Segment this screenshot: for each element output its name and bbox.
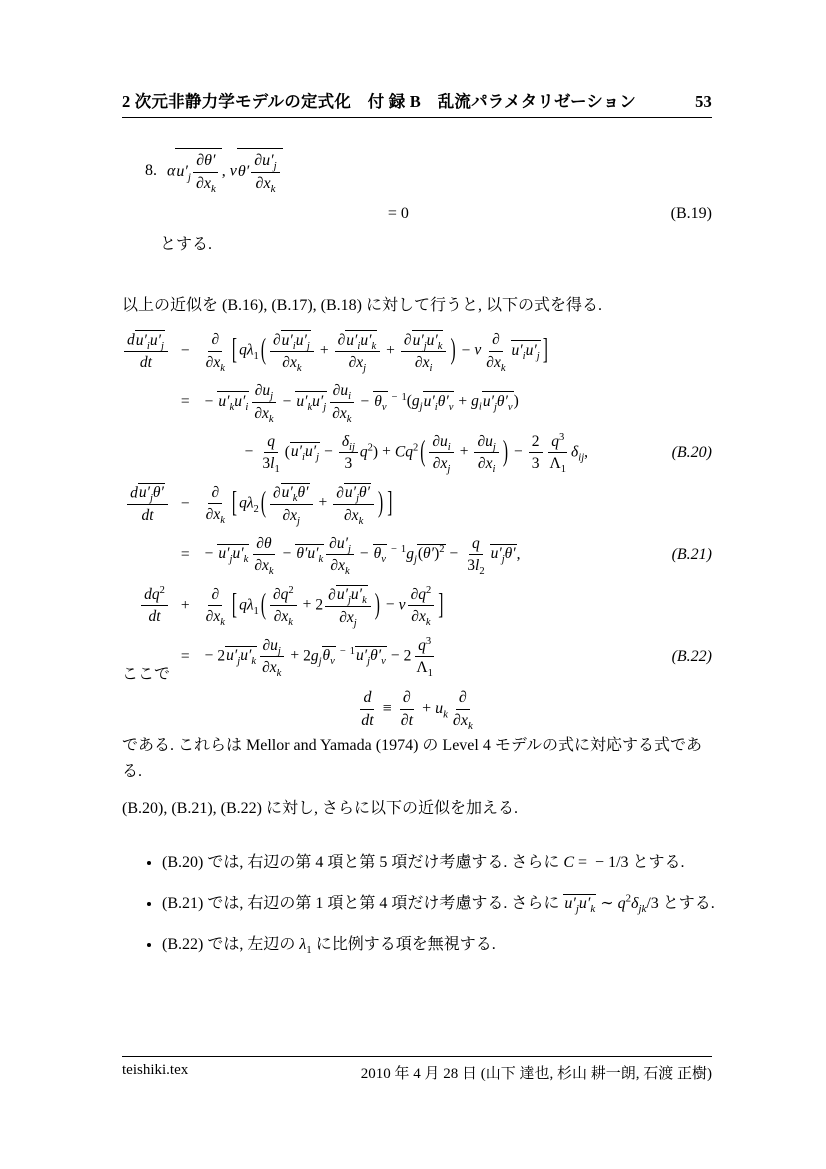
equation-b19-body: = 0 xyxy=(387,205,409,222)
eq-b20-rhs3: − $\frac{q}{3l_1}$ ($u'_iu'_j$ − $\frac{\delta_{ij}}{3}$ $q^2) + Cq^2$ ( $\frac{\partial u_i}{\partial x_j}$ + $\frac{\partial u_j}{\partial x_i}$ ) − $\frac{2}{3}$ $\frac{q^3}{\Lambda_1}$ $\delta_{ij}$, xyxy=(244,431,588,476)
equation-b19-tag: (B.19) xyxy=(670,205,712,222)
eq-b20-rhs1: $\frac{\partial}{\partial x_k}$ [ $q\lambda_1$ ( $\frac{\partial u'_iu'_j}{\partial x_k}$ + $\frac{\partial u'_iu'_k}{\partial x_j}$ + $\frac{\partial u'_ju'_k}{\partial x_i}$ ) − ν $\frac{\partial}{\partial x_k}$ $u'_iu'_j$ ] xyxy=(205,331,548,374)
eq-b21-rel2: = xyxy=(180,545,190,563)
tosuru-text: とする. xyxy=(160,236,213,253)
eq-b22-rhs2: − $2u'_ju'_k$ $\frac{\partial u_j}{\partial x_k}$ + $2g_j\theta_v^{- 1}u'_j\theta'_v - 2$ $\frac{q^3}{\Lambda_1}$ xyxy=(204,635,433,680)
running-head xyxy=(122,88,712,118)
equation-block xyxy=(122,330,712,678)
footer-date-authors: 2010 年 4 月 28 日 (山下 達也, 杉山 耕一朗, 石渡 正樹) xyxy=(360,1066,712,1082)
ddt-definition-math: $\frac{d}{dt}$ ≡ $\frac{\partial}{\partial t}$ + $u_k$ $\frac{\partial}{\partial x_k}$ xyxy=(361,689,473,733)
eq-b21-lhs: $\frac{du'_j\theta'}{dt}$ xyxy=(125,483,170,525)
list-item-8 xyxy=(145,148,283,194)
eq-b22-tag: (B.22) xyxy=(671,647,712,665)
eq-b20-tag: (B.20) xyxy=(671,443,712,461)
page-number: 53 xyxy=(695,92,712,111)
mellor-paragraph: である. これらは Mellor and Yamada (1974) の Level 4 モデルの式に対応する式である. xyxy=(122,737,703,780)
eq-b20-lhs: $\frac{du'_iu'_j}{dt}$ xyxy=(122,330,170,372)
eq-b22-rel2: = xyxy=(180,647,190,665)
eq-b21-rhs2: − $u'_ju'_k$ $\frac{\partial\theta}{\partial x_k}$ − $\theta'u'_k$ $\frac{\partial u'_j}{\partial x_k}$ − $\theta_v^{- 1}g_j(\theta')^2$ − $\frac{q}{3l_2}$ $u'_j\theta'$, xyxy=(204,535,521,578)
running-head-title: 2 次元非静力学モデルの定式化 付 録 B 乱流パラメタリゼーション xyxy=(122,92,637,111)
eq-b20-rhs2: − $u'_ku'_i$ $\frac{\partial u_j}{\partial x_k}$ − $u'_ku'_j$ $\frac{\partial u_i}{\partial x_k}$ − $\theta_v^{- 1}(g_ju'_i\theta'_v + g_iu'_j\theta'_v)$ xyxy=(204,382,519,425)
intro-paragraph: 以上の近似を (B.16), (B.17), (B.18) に対して行うと, 以下の式を得る. xyxy=(122,297,602,314)
equation-b19 xyxy=(122,205,712,223)
eq-b20-rel: − xyxy=(180,342,190,360)
eq-b22-lhs: $\frac{dq^2}{dt}$ xyxy=(139,585,170,627)
list-item: • (B.20) では, 右辺の第 4 項と第 5 項だけ考慮する. さらに C = − 1/3 とする. xyxy=(162,850,732,876)
ddt-definition xyxy=(122,688,712,731)
eq-b20-rel2: = xyxy=(180,393,190,411)
eq-b21-rel: − xyxy=(180,494,190,512)
kokode-text: ここで xyxy=(122,666,171,683)
footer-filename: teishiki.tex xyxy=(122,1062,189,1078)
item-8-math: $\alpha u'_j$ $\frac{\partial\theta'}{\partial x_k}$ , νθ′ $\frac{\partial u'_j}{\partial x_k}$ xyxy=(167,148,283,194)
eq-b22-rhs1: $\frac{\partial}{\partial x_k}$ [ $q\lambda_1$ ( $\frac{\partial q^2}{\partial x_k}$ + 2 $\frac{\partial u'_ju'_k}{\partial x_j}$ ) − ν $\frac{\partial q^2}{\partial x_k}$ ] xyxy=(205,584,444,629)
page-footer xyxy=(122,1056,712,1083)
item-8-label: 8. xyxy=(145,161,157,179)
eq-b21-rhs1: $\frac{\partial}{\partial x_k}$ [ $q\lambda_2$ ( $\frac{\partial u'_k\theta'}{\partial x_j}$ + $\frac{\partial u'_j\theta'}{\partial x_k}$ ) ] xyxy=(205,484,393,527)
eq-b21-tag: (B.21) xyxy=(671,545,712,563)
eq-b22-rel: + xyxy=(180,596,190,614)
list-item: • (B.21) では, 右辺の第 1 項と第 4 項だけ考慮する. さらに $u'_ju'_k$ ∼ $q^2\delta_{jk}/3$ とする. xyxy=(162,891,732,917)
list-item: • (B.22) では, 左辺の $\lambda_1$ に比例する項を無視する. xyxy=(162,932,732,958)
approximation-list xyxy=(142,850,732,973)
approx-paragraph: (B.20), (B.21), (B.22) に対し, さらに以下の近似を加える. xyxy=(122,800,518,817)
